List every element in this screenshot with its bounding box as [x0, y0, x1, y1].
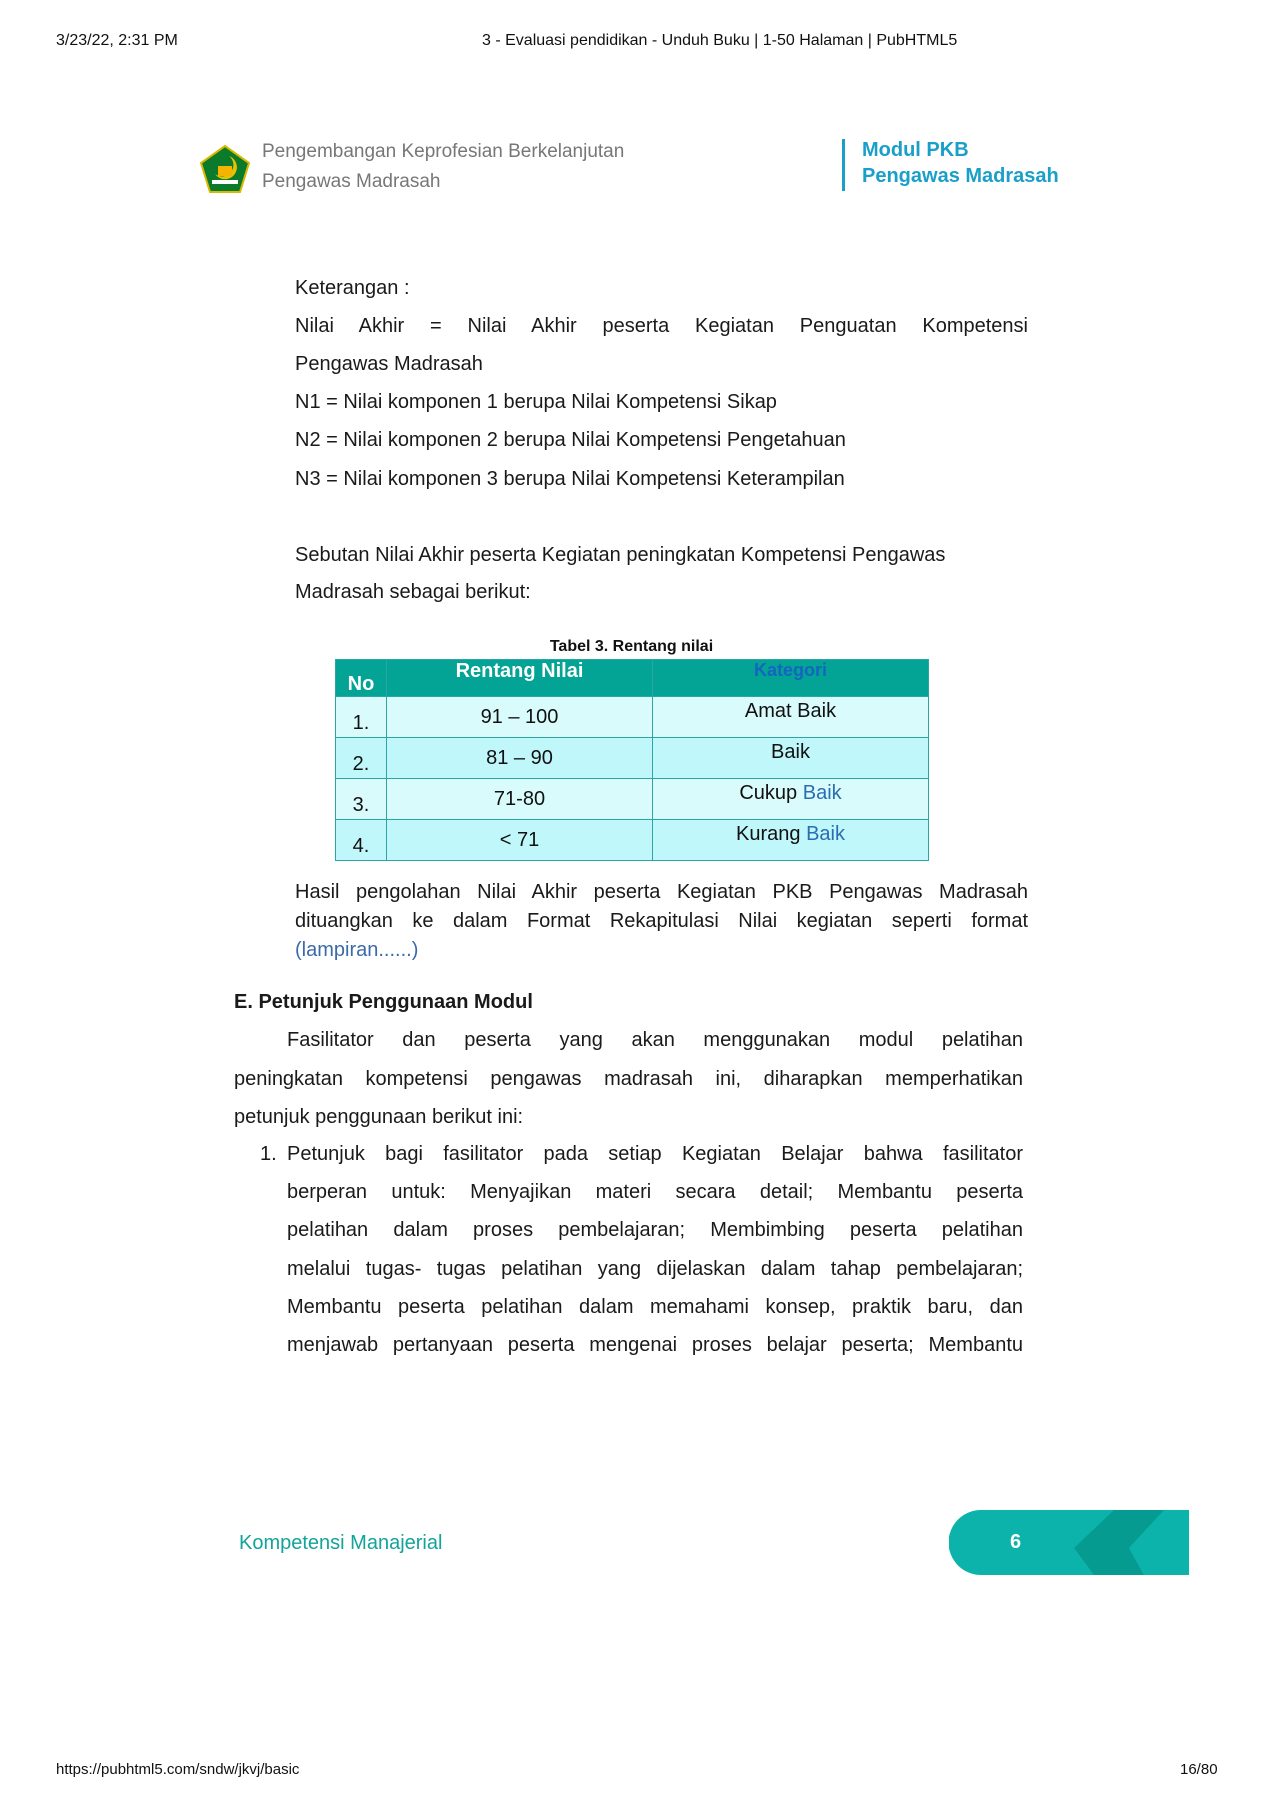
sebutan-line: Madrasah sebagai berikut:	[295, 581, 531, 603]
list-item-line: berperan untuk: Menyajikan materi secara detail; Membantu peserta	[287, 1181, 1023, 1203]
keterangan-line: Nilai Akhir = Nilai Akhir peserta Kegiatan Penguatan Kompetensi	[295, 315, 1028, 337]
keterangan-line: Pengawas Madrasah	[295, 353, 483, 375]
cell-range: 81 – 90	[387, 738, 653, 779]
list-item-line: menjawab pertanyaan peserta mengenai proses belajar peserta; Membantu	[287, 1334, 1023, 1356]
print-title: 3 - Evaluasi pendidikan - Unduh Buku | 1-50 Halaman | PubHTML5	[482, 32, 958, 49]
table-header-row	[336, 660, 929, 697]
keterangan-n1: N1 = Nilai komponen 1 berupa Nilai Kompetensi Sikap	[295, 391, 777, 413]
hasil-line: Hasil pengolahan Nilai Akhir peserta Kegiatan PKB Pengawas Madrasah	[295, 881, 1028, 903]
cell-category	[653, 779, 929, 820]
table-row	[336, 738, 929, 779]
list-item-line: melalui tugas- tugas pelatihan yang dijelaskan dalam tahap pembelajaran;	[287, 1258, 1023, 1280]
module-title: Modul PKB	[862, 139, 969, 161]
page-number: 6	[1010, 1531, 1022, 1553]
category-text: Cukup	[739, 782, 803, 804]
table-row	[336, 820, 929, 861]
header-category: Kategori	[653, 660, 929, 697]
list-item-line: Membantu peserta pelatihan dalam memahami konsep, praktik baru, dan	[287, 1296, 1023, 1318]
hasil-line: dituangkan ke dalam Format Rekapitulasi Nilai kegiatan seperti format	[295, 910, 1028, 932]
category-text: Kurang	[736, 823, 807, 845]
cell-no: 3.	[336, 779, 387, 820]
cell-category	[653, 697, 929, 738]
list-number: 1.	[260, 1143, 277, 1165]
category-text: Baik	[771, 741, 810, 763]
print-datetime: 3/23/22, 2:31 PM	[56, 32, 178, 49]
category-text-blue: Baik	[802, 782, 842, 804]
category-text-blue: Baik	[806, 823, 845, 845]
table-row	[336, 697, 929, 738]
keterangan-n2: N2 = Nilai komponen 2 berupa Nilai Kompetensi Pengetahuan	[295, 429, 846, 451]
page-url: https://pubhtml5.com/sndw/jkvj/basic	[56, 1761, 300, 1778]
header-no: No	[336, 660, 387, 697]
cell-range: 91 – 100	[387, 697, 653, 738]
paragraph-line: Fasilitator dan peserta yang akan menggunakan modul pelatihan	[287, 1029, 1023, 1051]
page-number-badge	[949, 1510, 1189, 1575]
header-line2: Pengawas Madrasah	[262, 171, 441, 192]
rentang-nilai-table	[335, 659, 929, 861]
table-caption: Tabel 3. Rentang nilai	[549, 638, 714, 655]
category-text: Amat Baik	[744, 700, 837, 722]
header-line1: Pengembangan Keprofesian Berkelanjutan	[262, 141, 625, 162]
cell-range: 71-80	[387, 779, 653, 820]
lampiran-link[interactable]: (lampiran......)	[295, 939, 419, 961]
cell-range: < 71	[387, 820, 653, 861]
kemenag-logo-icon	[199, 144, 251, 194]
cell-no: 4.	[336, 820, 387, 861]
keterangan-title: Keterangan :	[295, 277, 410, 299]
footer-label: Kompetensi Manajerial	[239, 1532, 443, 1554]
paragraph-line: petunjuk penggunaan berikut ini:	[234, 1106, 524, 1128]
section-e-heading: E. Petunjuk Penggunaan Modul	[234, 991, 533, 1013]
paragraph-line: peningkatan kompetensi pengawas madrasah ini, diharapkan memperhatikan	[234, 1068, 1023, 1090]
module-subtitle: Pengawas Madrasah	[862, 165, 1059, 187]
keterangan-n3: N3 = Nilai komponen 3 berupa Nilai Kompetensi Keterampilan	[295, 468, 845, 490]
page-count: 16/80	[1180, 1761, 1218, 1778]
cell-no: 1.	[336, 697, 387, 738]
list-item-line: pelatihan dalam proses pembelajaran; Membimbing peserta pelatihan	[287, 1219, 1023, 1241]
cell-no: 2.	[336, 738, 387, 779]
list-item-line: Petunjuk bagi fasilitator pada setiap Kegiatan Belajar bahwa fasilitator	[287, 1143, 1023, 1165]
header-divider	[842, 139, 845, 191]
table-row	[336, 779, 929, 820]
sebutan-line: Sebutan Nilai Akhir peserta Kegiatan peningkatan Kompetensi Pengawas	[295, 544, 946, 566]
cell-category	[653, 820, 929, 861]
cell-category	[653, 738, 929, 779]
header-range: Rentang Nilai	[387, 660, 653, 697]
